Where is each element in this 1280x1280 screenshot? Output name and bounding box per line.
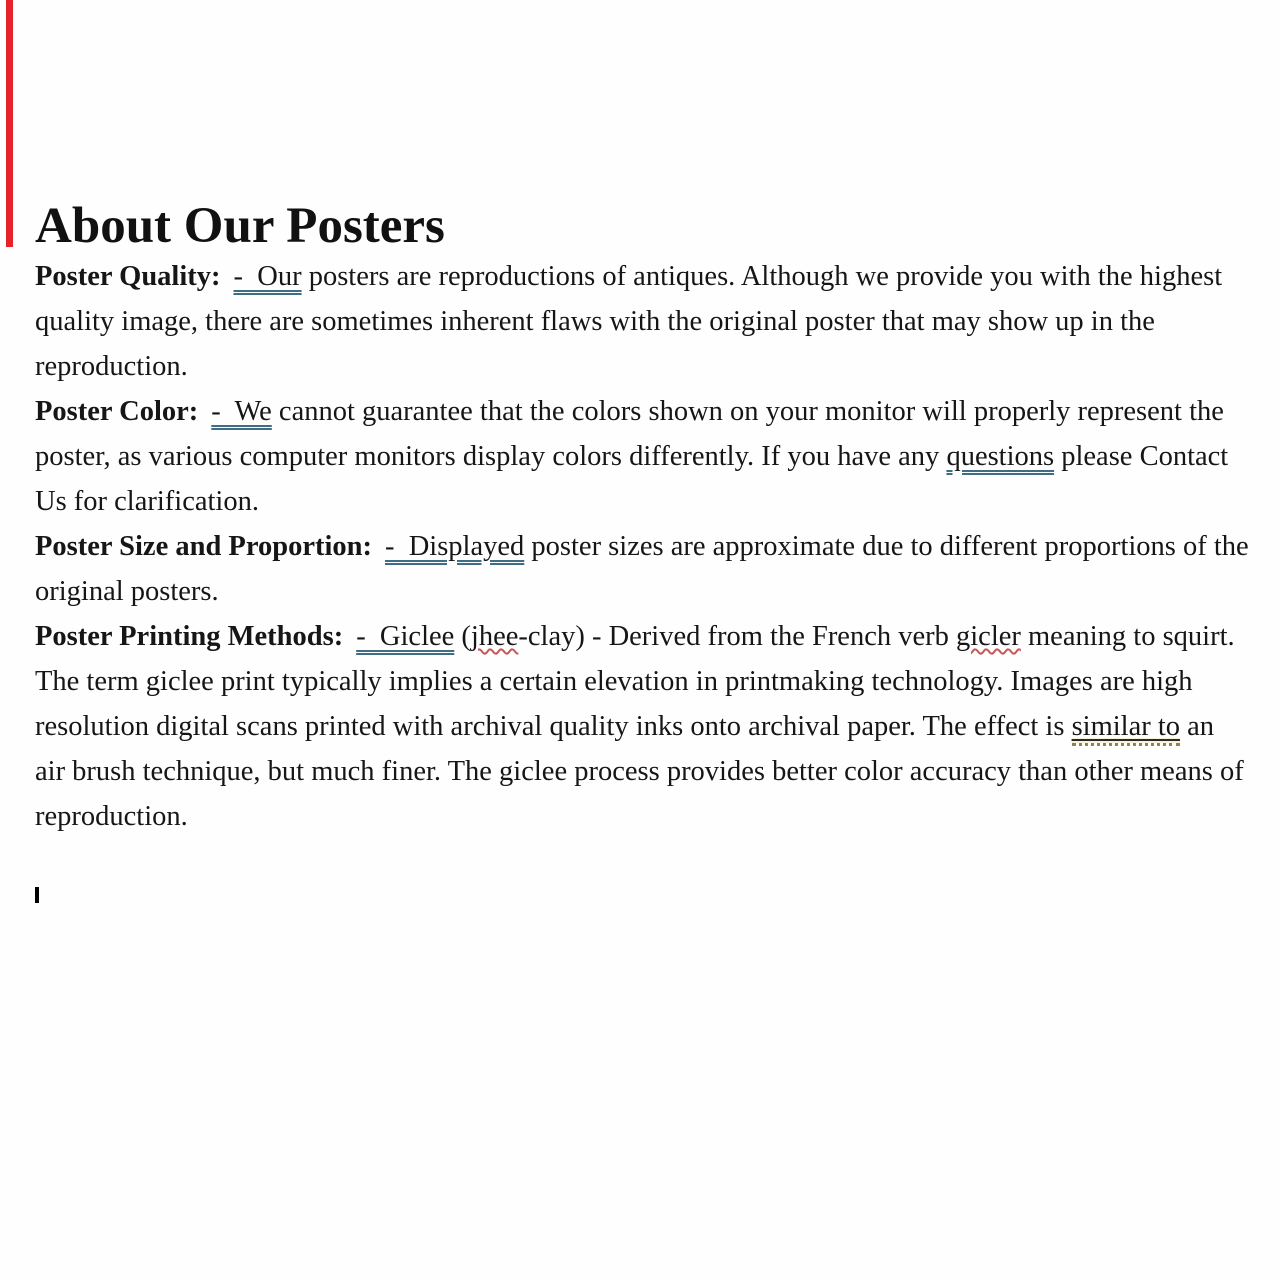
left-red-line [6, 0, 13, 247]
body-text: posters are reproductions of antiques. Although we provide you with the highest quality image, there are sometimes inherent flaws with the original poster that may show up in the reproduction. [35, 261, 1223, 382]
paragraph-poster-color [35, 389, 1250, 524]
grammar-flagged-phrase: similar to [1072, 711, 1180, 746]
inserted-underlined-text: - Our [233, 261, 302, 292]
body-text: poster sizes are approximate due to different proportions of the original posters. [35, 531, 1249, 607]
body-text: an air brush technique, but much finer. The giclee process provides better color accuracy than other means of reproduction. [35, 711, 1244, 832]
body-text: -clay) - Derived from the French verb [518, 621, 956, 652]
body-text: ( [454, 621, 471, 652]
spellcheck-flagged-word: jhee [470, 621, 519, 652]
body-text: please Contact Us for clarification. [35, 441, 1229, 517]
section-label-poster-color: Poster Color: [35, 396, 199, 427]
text-cursor [35, 887, 39, 903]
inserted-underlined-text: - We [211, 396, 272, 427]
inserted-underlined-text: - Displayed [384, 531, 525, 562]
paragraph-poster-quality [35, 254, 1250, 389]
section-label-poster-size: Poster Size and Proportion: [35, 531, 372, 562]
body-text: cannot guarantee that the colors shown on your monitor will properly represent the poster, as various computer monitors display colors differently. If you have any [35, 396, 1224, 472]
page-title: About Our Posters [35, 198, 445, 254]
spellcheck-flagged-word: gicler [956, 621, 1021, 652]
paragraph-poster-printing-methods [35, 614, 1250, 839]
inserted-underlined-text: - Giclee [356, 621, 455, 652]
section-label-printing-methods: Poster Printing Methods: [35, 621, 344, 652]
paragraph-poster-size-proportion [35, 524, 1250, 614]
document-content [35, 0, 1250, 903]
section-label-poster-quality: Poster Quality: [35, 261, 221, 292]
body-text: meaning to squirt. The term giclee print typically implies a certain elevation in printmaking technology. Images are high resolution digital scans printed with archival quality inks onto archival paper. The effect is [35, 621, 1235, 742]
inserted-underlined-text: questions [946, 441, 1055, 472]
